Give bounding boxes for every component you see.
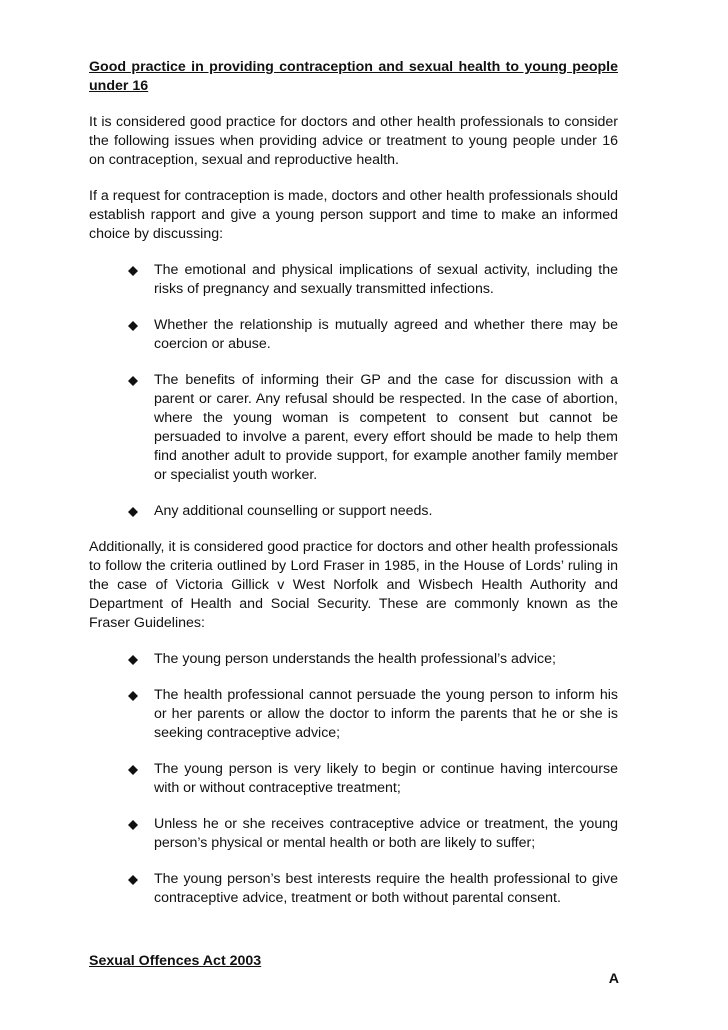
diamond-bullet-icon	[128, 820, 138, 830]
list-item-text: Any additional counselling or support needs.	[154, 503, 433, 519]
fraser-paragraph: Additionally, it is considered good practice for doctors and other health professionals to follow the criteria outlined by Lord Fraser in 1985, in the House of Lords’ ruling in the case of Victoria Gillick v West Norfolk and Wisbech Health Authority and Department of Health and Social Security. These are commonly known as the Fraser Guidelines:	[89, 539, 618, 631]
fraser-guidelines-list	[89, 650, 618, 908]
list-item	[89, 760, 618, 798]
request-paragraph: If a request for contraception is made, doctors and other health professionals should establish rapport and give a young person support and time to make an informed choice by discussing:	[89, 188, 618, 242]
list-item-text: The young person understands the health professional’s advice;	[154, 651, 556, 667]
diamond-bullet-icon	[128, 266, 138, 276]
list-item	[89, 686, 618, 743]
list-item	[89, 371, 618, 485]
diamond-bullet-icon	[128, 376, 138, 386]
diamond-bullet-icon	[128, 765, 138, 775]
document-page	[89, 58, 618, 971]
list-item-text: The health professional cannot persuade the young person to inform his or her parents or allow the doctor to inform the parents that he or she is seeking contraceptive advice;	[154, 687, 618, 741]
list-item	[89, 316, 618, 354]
list-item-text: Whether the relationship is mutually agreed and whether there may be coercion or abuse.	[154, 317, 618, 352]
diamond-bullet-icon	[128, 321, 138, 331]
page-heading: Good practice in providing contraception and sexual health to young people under 16	[89, 59, 618, 94]
diamond-bullet-icon	[128, 655, 138, 665]
list-item	[89, 502, 618, 521]
list-item-text: The young person’s best interests require the health professional to give contraceptive advice, treatment or both without parental consent.	[154, 871, 618, 906]
diamond-bullet-icon	[128, 691, 138, 701]
section-heading: Sexual Offences Act 2003	[89, 953, 262, 969]
list-item	[89, 870, 618, 908]
diamond-bullet-icon	[128, 507, 138, 517]
list-item-text: The young person is very likely to begin or continue having intercourse with or without contraceptive treatment;	[154, 761, 618, 796]
list-item-text: The emotional and physical implications of sexual activity, including the risks of pregnancy and sexually transmitted infections.	[154, 262, 618, 297]
diamond-bullet-icon	[128, 875, 138, 885]
discussion-points-list	[89, 261, 618, 521]
list-item	[89, 815, 618, 853]
page-footer-letter: A	[608, 971, 619, 987]
list-item	[89, 650, 618, 669]
intro-paragraph: It is considered good practice for doctors and other health professionals to consider the following issues when providing advice or treatment to young people under 16 on contraception, sexual and reproductive health.	[89, 114, 618, 168]
list-item-text: Unless he or she receives contraceptive advice or treatment, the young person’s physical or mental health or both are likely to suffer;	[154, 816, 618, 851]
list-item	[89, 261, 618, 299]
list-item-text: The benefits of informing their GP and the case for discussion with a parent or carer. Any refusal should be respected. In the case of abortion, where the young woman is competent to consent but cannot be persuaded to involve a parent, every effort should be made to help them find another adult to provide support, for example another family member or specialist youth worker.	[154, 372, 618, 483]
